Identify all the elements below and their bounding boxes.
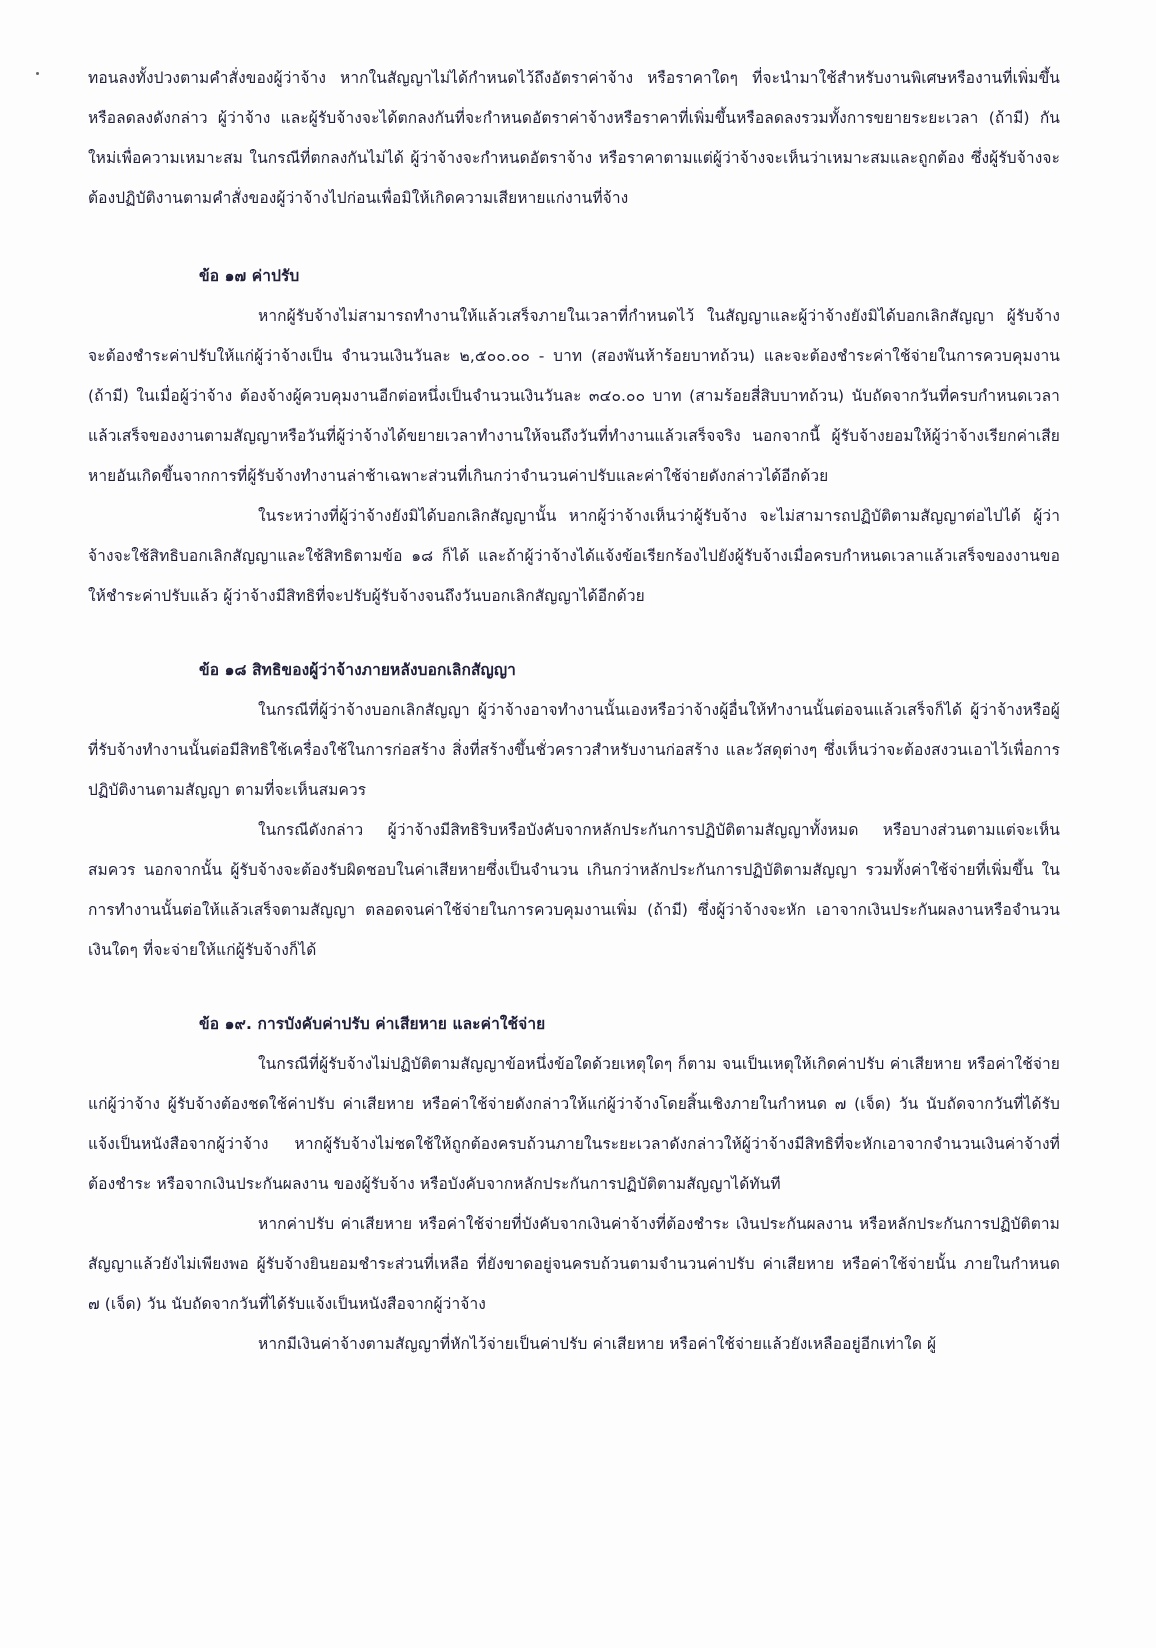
section-18-paragraph-1: ในกรณีที่ผู้ว่าจ้างบอกเลิกสัญญา ผู้ว่าจ้างอาจทำงานนั้นเองหรือว่าจ้างผู้อื่นให้ทำงานนั้นต่อจนแล้วเสร็จก็ได้ ผู้ว่าจ้างหรือผู้ที่รับจ้างทำงานนั้นต่อมีสิทธิใช้เครื่องใช้ในการก่อสร้าง สิ่งที่สร้างขึ้นชั่วคราวสำหรับงานก่อสร้าง และวัสดุต่างๆ ซึ่งเห็นว่าจะต้องสงวนเอาไว้เพื่อการปฏิบัติงานตามสัญญา ตามที่จะเห็นสมควร [88,701,1060,799]
spacer [88,616,1060,650]
section-17-paragraph-1: หากผู้รับจ้างไม่สามารถทำงานให้แล้วเสร็จภายในเวลาที่กำหนดไว้ ในสัญญาและผู้ว่าจ้างยังมิได้บอกเลิกสัญญา ผู้รับจ้างจะต้องชำระค่าปรับให้แก่ผู้ว่าจ้างเป็น จำนวนเงินวันละ ๒,๕๐๐.๐๐ - บาท (สองพันห้าร้อยบาทถ้วน) และจะต้องชำระค่าใช้จ่ายในการควบคุมงาน (ถ้ามี) ในเมื่อผู้ว่าจ้าง ต้องจ้างผู้ควบคุมงานอีกต่อหนึ่งเป็นจำนวนเงินวันละ ๓๔๐.๐๐ บาท (สามร้อยสี่สิบบาทถ้วน) นับถัดจากวันที่ครบกำหนดเวลาแล้วเสร็จของงานตามสัญญาหรือวันที่ผู้ว่าจ้างได้ขยายเวลาทำงานให้จนถึงวันที่ทำงานแล้วเสร็จจริง นอกจากนี้ ผู้รับจ้างยอมให้ผู้ว่าจ้างเรียกค่าเสียหายอันเกิดขึ้นจากการที่ผู้รับจ้างทำงานล่าช้าเฉพาะส่วนที่เกินกว่าจำนวนค่าปรับและค่าใช้จ่ายดังกล่าวได้อีกด้วย [88,307,1060,485]
spacer [88,970,1060,1004]
spacer [88,218,1060,256]
section-19-paragraph-3: หากมีเงินค่าจ้างตามสัญญาที่หักไว้จ่ายเป็นค่าปรับ ค่าเสียหาย หรือค่าใช้จ่ายแล้วยังเหลืออยู่อีกเท่าใด ผู้ [258,1335,937,1353]
section-19-heading: ข้อ ๑๙. การบังคับค่าปรับ ค่าเสียหาย และค่าใช้จ่าย [199,1015,546,1033]
scan-speck [36,72,39,75]
section-19-paragraph-2: หากค่าปรับ ค่าเสียหาย หรือค่าใช้จ่ายที่บังคับจากเงินค่าจ้างที่ต้องชำระ เงินประกันผลงาน หรือหลักประกันการปฏิบัติตามสัญญาแล้วยังไม่เพียงพอ ผู้รับจ้างยินยอมชำระส่วนที่เหลือ ที่ยังขาดอยู่จนครบถ้วนตามจำนวนค่าปรับ ค่าเสียหาย หรือค่าใช้จ่ายนั้น ภายในกำหนด ๗ (เจ็ด) วัน นับถัดจากวันที่ได้รับแจ้งเป็นหนังสือจากผู้ว่าจ้าง [88,1215,1060,1313]
section-18-paragraph-2: ในกรณีดังกล่าว ผู้ว่าจ้างมีสิทธิริบหรือบังคับจากหลักประกันการปฏิบัติตามสัญญาทั้งหมด หรือบางส่วนตามแต่จะเห็นสมควร นอกจากนั้น ผู้รับจ้างจะต้องรับผิดชอบในค่าเสียหายซึ่งเป็นจำนวน เกินกว่าหลักประกันการปฏิบัติตามสัญญา รวมทั้งค่าใช้จ่ายที่เพิ่มขึ้น ในการทำงานนั้นต่อให้แล้วเสร็จตามสัญญา ตลอดจนค่าใช้จ่ายในการควบคุมงานเพิ่ม (ถ้ามี) ซึ่งผู้ว่าจ้างจะหัก เอาจากเงินประกันผลงานหรือจำนวนเงินใดๆ ที่จะจ่ายให้แก่ผู้รับจ้างก็ได้ [88,821,1060,959]
section-18-heading: ข้อ ๑๘ สิทธิของผู้ว่าจ้างภายหลังบอกเลิกสัญญา [199,661,516,679]
document-body [88,58,1060,1364]
section-19-paragraph-1: ในกรณีที่ผู้รับจ้างไม่ปฏิบัติตามสัญญาข้อหนึ่งข้อใดด้วยเหตุใดๆ ก็ตาม จนเป็นเหตุให้เกิดค่าปรับ ค่าเสียหาย หรือค่าใช้จ่ายแก่ผู้ว่าจ้าง ผู้รับจ้างต้องชดใช้ค่าปรับ ค่าเสียหาย หรือค่าใช้จ่ายดังกล่าวให้แก่ผู้ว่าจ้างโดยสิ้นเชิงภายในกำหนด ๗ (เจ็ด) วัน นับถัดจากวันที่ได้รับแจ้งเป็นหนังสือจากผู้ว่าจ้าง หากผู้รับจ้างไม่ชดใช้ให้ถูกต้องครบถ้วนภายในระยะเวลาดังกล่าวให้ผู้ว่าจ้างมีสิทธิที่จะหักเอาจากจำนวนเงินค่าจ้างที่ต้องชำระ หรือจากเงินประกันผลงาน ของผู้รับจ้าง หรือบังคับจากหลักประกันการปฏิบัติตามสัญญาได้ทันที [88,1055,1060,1193]
section-17-paragraph-2: ในระหว่างที่ผู้ว่าจ้างยังมิได้บอกเลิกสัญญานั้น หากผู้ว่าจ้างเห็นว่าผู้รับจ้าง จะไม่สามารถปฏิบัติตามสัญญาต่อไปได้ ผู้ว่าจ้างจะใช้สิทธิบอกเลิกสัญญาและใช้สิทธิตามข้อ ๑๘ ก็ได้ และถ้าผู้ว่าจ้างได้แจ้งข้อเรียกร้องไปยังผู้รับจ้างเมื่อครบกำหนดเวลาแล้วเสร็จของงานขอให้ชำระค่าปรับแล้ว ผู้ว่าจ้างมีสิทธิที่จะปรับผู้รับจ้างจนถึงวันบอกเลิกสัญญาได้อีกด้วย [88,507,1060,605]
section-17-heading: ข้อ ๑๗ ค่าปรับ [199,267,300,285]
intro-paragraph: ทอนลงทั้งปวงตามคำสั่งของผู้ว่าจ้าง หากในสัญญาไม่ได้กำหนดไว้ถึงอัตราค่าจ้าง หรือราคาใดๆ ที่จะนำมาใช้สำหรับงานพิเศษหรืองานที่เพิ่มขึ้นหรือลดลงดังกล่าว ผู้ว่าจ้าง และผู้รับจ้างจะได้ตกลงกันที่จะกำหนดอัตราค่าจ้างหรือราคาที่เพิ่มขึ้นหรือลดลงรวมทั้งการขยายระยะเวลา (ถ้ามี) กันใหม่เพื่อความเหมาะสม ในกรณีที่ตกลงกันไม่ได้ ผู้ว่าจ้างจะกำหนดอัตราจ้าง หรือราคาตามแต่ผู้ว่าจ้างจะเห็นว่าเหมาะสมและถูกต้อง ซึ่งผู้รับจ้างจะต้องปฏิบัติงานตามคำสั่งของผู้ว่าจ้างไปก่อนเพื่อมิให้เกิดความเสียหายแก่งานที่จ้าง [88,69,1060,207]
